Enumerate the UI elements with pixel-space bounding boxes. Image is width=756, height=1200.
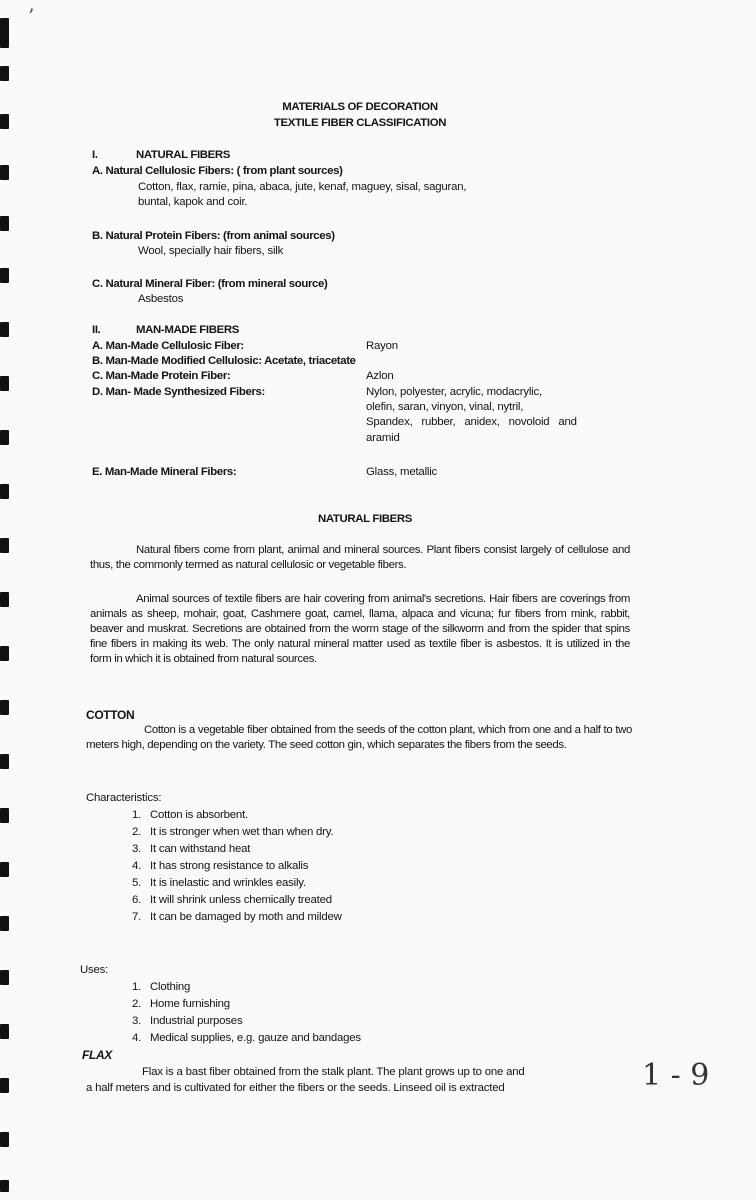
section-number: II. bbox=[92, 324, 101, 336]
doc-subtitle: TEXTILE FIBER CLASSIFICATION bbox=[273, 117, 447, 129]
fiber-value: Azlon bbox=[366, 370, 394, 382]
use-item: 2. Home furnishing bbox=[132, 998, 230, 1010]
binding-hole bbox=[0, 66, 9, 81]
paragraph-natural-1: Natural fibers come from plant, animal and mineral sources. Plant fibers consist largely of cellulose and thus, the commonly termed as natural cellulosic or vegetable fibers. bbox=[90, 544, 630, 571]
fiber-value: Spandex, rubber, anidex, novoloid and bbox=[366, 416, 577, 428]
binding-hole bbox=[0, 376, 9, 391]
fiber-value: Rayon bbox=[366, 340, 398, 352]
subsection-label: A. Natural Cellulosic Fibers: ( from plant sources) bbox=[92, 165, 343, 177]
binding-hole bbox=[0, 484, 9, 499]
handwritten-page-note: 1 - 9 bbox=[642, 1058, 710, 1093]
use-item: 3. Industrial purposes bbox=[132, 1015, 243, 1027]
binding-hole bbox=[0, 538, 9, 553]
binding-hole bbox=[0, 268, 9, 283]
characteristic-item: 4. It has strong resistance to alkalis bbox=[132, 860, 309, 872]
binding-hole bbox=[0, 970, 9, 985]
paragraph-natural-2: Animal sources of textile fibers are hair covering from animal's secretions. Hair fibers are coverings from animals as sheep, mohair, goat, Cashmere goat, camel, llama, alpaca and vicuna; fur fibers from mink, rabbit, beaver and muskrat. Secretions are obtained from the worm stage of the silkworm and from the spider that spins fine fibers in making its web. The only natural mineral matter used as textile fiber is asbestos. It is utilized in the form in which it is obtained from natural sources. bbox=[90, 593, 630, 665]
binding-hole bbox=[0, 322, 9, 337]
pencil-mark: ’ bbox=[28, 4, 35, 28]
fiber-list-line: Wool, specially hair fibers, silk bbox=[138, 245, 284, 257]
binding-hole bbox=[0, 646, 9, 661]
binding-hole bbox=[0, 592, 9, 607]
subsection-label: C. Man-Made Protein Fiber: bbox=[92, 370, 231, 382]
characteristic-item: 3. It can withstand heat bbox=[132, 843, 251, 855]
binding-hole bbox=[0, 916, 9, 931]
binding-hole bbox=[0, 165, 9, 180]
fiber-value: Glass, metallic bbox=[366, 466, 438, 478]
natural-fibers-heading: NATURAL FIBERS bbox=[317, 513, 413, 525]
characteristic-item: 2. It is stronger when wet than when dry. bbox=[132, 826, 334, 838]
binding-hole bbox=[0, 114, 9, 129]
subsection-label: C. Natural Mineral Fiber: (from mineral source) bbox=[92, 278, 328, 290]
flax-heading: FLAX bbox=[82, 1048, 112, 1062]
doc-title: MATERIALS OF DECORATION bbox=[282, 101, 438, 113]
binding-hole bbox=[0, 1078, 9, 1093]
fiber-value: Nylon, polyester, acrylic, modacrylic, bbox=[366, 386, 542, 398]
uses-heading: Uses: bbox=[80, 964, 109, 976]
section-heading: NATURAL FIBERS bbox=[136, 149, 231, 161]
fiber-value: aramid bbox=[366, 432, 400, 444]
binding-hole bbox=[0, 216, 9, 231]
binding-holes bbox=[0, 0, 16, 1200]
use-item: 1. Clothing bbox=[132, 981, 191, 993]
binding-hole bbox=[0, 1132, 9, 1147]
subsection-label: B. Man-Made Modified Cellulosic: Acetate, triacetate bbox=[92, 355, 356, 367]
binding-hole bbox=[0, 1180, 9, 1192]
binding-hole bbox=[0, 808, 9, 823]
fiber-list-line: Cotton, flax, ramie, pina, abaca, jute, kenaf, maguey, sisal, saguran, bbox=[138, 181, 467, 193]
subsection-label: B. Natural Protein Fibers: (from animal sources) bbox=[92, 230, 335, 242]
fiber-list-line: Asbestos bbox=[138, 293, 184, 305]
subsection-label: E. Man-Made Mineral Fibers: bbox=[92, 466, 237, 478]
use-item: 4. Medical supplies, e.g. gauze and bandages bbox=[132, 1032, 361, 1044]
cotton-heading: COTTON bbox=[86, 708, 135, 722]
flax-line: Flax is a bast fiber obtained from the stalk plant. The plant grows up to one and bbox=[142, 1066, 525, 1078]
characteristic-item: 6. It will shrink unless chemically treated bbox=[132, 894, 332, 906]
binding-hole bbox=[0, 700, 9, 715]
fiber-value: olefin, saran, vinyon, vinal, nytril, bbox=[366, 401, 524, 413]
characteristic-item: 7. It can be damaged by moth and mildew bbox=[132, 911, 342, 923]
flax-line: a half meters and is cultivated for either the fibers or the seeds. Linseed oil is extracted bbox=[86, 1082, 505, 1094]
section-heading: MAN-MADE FIBERS bbox=[136, 324, 239, 336]
binding-hole bbox=[0, 862, 9, 877]
section-number: I. bbox=[92, 149, 98, 161]
paragraph-cotton: Cotton is a vegetable fiber obtained from the seeds of the cotton plant, which from one and a half to two meters high, depending on the variety. The seed cotton gin, which separates the fibers from the seeds. bbox=[86, 724, 632, 751]
subsection-label: D. Man- Made Synthesized Fibers: bbox=[92, 386, 265, 398]
characteristics-heading: Characteristics: bbox=[86, 792, 162, 804]
binding-hole bbox=[0, 1024, 9, 1039]
fiber-list-line: buntal, kapok and coir. bbox=[138, 196, 248, 208]
binding-hole bbox=[0, 18, 9, 48]
binding-hole bbox=[0, 430, 9, 445]
characteristic-item: 1. Cotton is absorbent. bbox=[132, 809, 248, 821]
binding-hole bbox=[0, 754, 9, 769]
characteristic-item: 5. It is inelastic and wrinkles easily. bbox=[132, 877, 306, 889]
subsection-label: A. Man-Made Cellulosic Fiber: bbox=[92, 340, 244, 352]
